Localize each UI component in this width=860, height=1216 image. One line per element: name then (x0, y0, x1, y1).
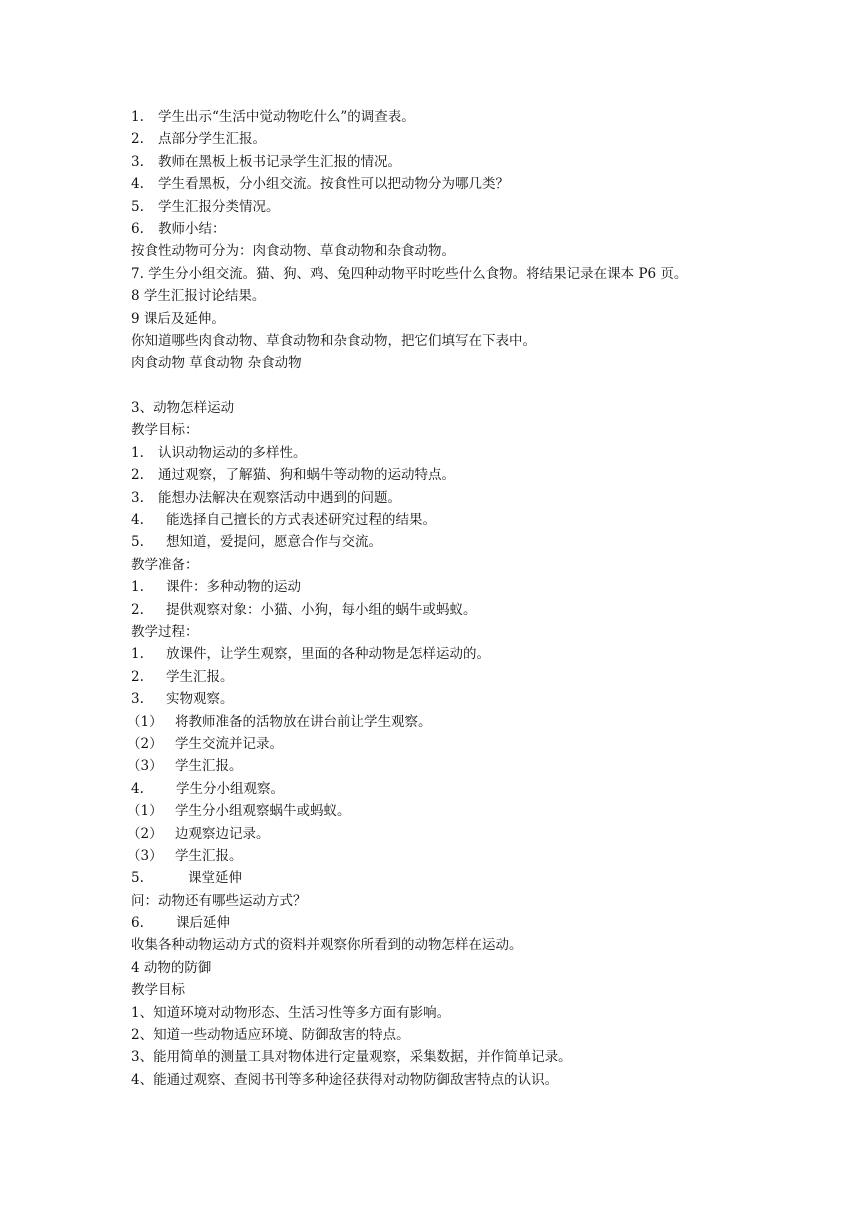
list-item (131, 688, 831, 710)
list-item: 4、能通过观察、查阅书刊等多种途径获得对动物防御敌害特点的认识。 (131, 1071, 559, 1088)
sub-list-item (127, 733, 831, 755)
sub-list-item (127, 755, 831, 777)
item-number: 5. (131, 534, 144, 551)
item-number: 4. (131, 176, 144, 193)
item-text: 课后延伸 (176, 915, 230, 932)
item-text: 实物观察。 (166, 691, 234, 708)
document-body (127, 106, 831, 1091)
sub-list-item (127, 800, 831, 822)
item-number: 2. (131, 131, 144, 148)
item-text: 学生汇报。 (175, 847, 243, 864)
subheading: 教学目标 (131, 982, 185, 999)
item-number: （2） (127, 825, 163, 842)
paragraph: 9 课后及延伸。 (131, 310, 225, 327)
item-number: 3. (131, 691, 144, 708)
paragraph: 问：动物还有哪些运动方式？ (131, 892, 307, 909)
item-number: 6. (131, 220, 144, 237)
list-item (131, 464, 831, 486)
item-number: （3） (127, 847, 163, 864)
sub-list-item (127, 845, 831, 867)
item-text: 课堂延伸 (188, 870, 242, 887)
item-number: 1. (131, 579, 144, 596)
item-text: 课件：多种动物的运动 (166, 579, 301, 596)
table-header-text: 肉食动物 草食动物 杂食动物 (131, 355, 302, 372)
list-item (131, 442, 831, 464)
list-item (131, 196, 831, 218)
item-text: 将教师准备的活物放在讲台前让学生观察。 (175, 713, 432, 730)
list-item (131, 778, 831, 800)
list-item (131, 643, 831, 665)
list-item (131, 599, 831, 621)
item-number: （3） (127, 758, 163, 775)
paragraph: 8 学生汇报讨论结果。 (131, 288, 266, 305)
item-text: 认识动物运动的多样性。 (158, 444, 307, 461)
paragraph: 按食性动物可分为：肉食动物、草食动物和杂食动物。 (131, 243, 455, 260)
item-number: 3. (131, 153, 144, 170)
list-item (131, 487, 831, 509)
item-number: 2. (131, 601, 144, 618)
list-item (131, 531, 831, 553)
subheading: 教学目标： (131, 422, 199, 439)
paragraph: 收集各种动物运动方式的资料并观察你所看到的动物怎样在运动。 (131, 937, 523, 954)
item-text: 学生交流并记录。 (175, 735, 283, 752)
item-number: 2. (131, 668, 144, 685)
item-text: 想知道，爱提问，愿意合作与交流。 (166, 534, 382, 551)
item-number: 6. (131, 915, 144, 932)
list-item (131, 218, 831, 240)
paragraph: 7. 学生分小组交流。猫、狗、鸡、兔四种动物平时吃些什么食物。将结果记录在课本 P6 页。 (131, 265, 688, 282)
list-item: 1、知道环境对动物形态、生活习性等多方面有影响。 (131, 1004, 451, 1021)
item-text: 通过观察，了解猫、狗和蜗牛等动物的运动特点。 (158, 467, 455, 484)
sub-list-item (127, 711, 831, 733)
sub-list-item (127, 823, 831, 845)
item-text: 学生汇报分类情况。 (158, 198, 280, 215)
list-item (131, 666, 831, 688)
list-item (131, 509, 831, 531)
section-title: 3、动物怎样运动 (131, 400, 235, 417)
item-text: 学生出示“生活中觉动物吃什么”的调查表。 (158, 109, 415, 125)
list-item (131, 912, 831, 934)
item-number: 2. (131, 467, 144, 484)
item-text: 教师在黑板上板书记录学生汇报的情况。 (158, 153, 401, 170)
list-item (131, 867, 831, 889)
item-number: 1. (131, 646, 144, 663)
item-number: 5. (131, 870, 144, 887)
item-text: 学生分小组观察蜗牛或蚂蚁。 (175, 803, 351, 820)
item-text: 点部分学生汇报。 (158, 131, 266, 148)
item-number: 1. (131, 444, 144, 461)
paragraph: 你知道哪些肉食动物、草食动物和杂食动物，把它们填写在下表中。 (131, 332, 536, 349)
item-text: 教师小结： (158, 220, 226, 237)
subheading: 教学过程： (131, 623, 199, 640)
list-item: 3、能用简单的测量工具对物体进行定量观察，采集数据，并作简单记录。 (131, 1049, 572, 1066)
item-number: （1） (127, 803, 163, 820)
item-text: 边观察边记录。 (175, 825, 270, 842)
item-text: 学生分小组观察。 (176, 780, 284, 797)
item-number: 5. (131, 198, 144, 215)
section-title: 4 动物的防御 (131, 959, 212, 976)
list-item (131, 106, 831, 128)
item-text: 能选择自己擅长的方式表述研究过程的结果。 (166, 512, 436, 529)
item-number: 4. (131, 780, 144, 797)
item-text: 放课件，让学生观察，里面的各种动物是怎样运动的。 (166, 646, 490, 663)
item-text: 学生汇报。 (166, 668, 234, 685)
item-number: 4. (131, 512, 144, 529)
list-item (131, 151, 831, 173)
list-item (131, 576, 831, 598)
item-text: 提供观察对象：小猫、小狗，每小组的蜗牛或蚂蚁。 (166, 601, 477, 618)
list-item: 2、知道一些动物适应环境、防御敌害的特点。 (131, 1027, 410, 1044)
item-text: 能想办法解决在观察活动中遇到的问题。 (158, 489, 401, 506)
item-number: 3. (131, 489, 144, 506)
item-text: 学生看黑板，分小组交流。按食性可以把动物分为哪几类？ (158, 176, 509, 193)
list-item (131, 128, 831, 150)
item-number: （1） (127, 713, 163, 730)
list-item (131, 173, 831, 195)
blank-line (131, 375, 831, 397)
item-text: 学生汇报。 (175, 758, 243, 775)
item-number: （2） (127, 735, 163, 752)
item-number: 1. (131, 109, 144, 125)
subheading: 教学准备： (131, 556, 199, 573)
